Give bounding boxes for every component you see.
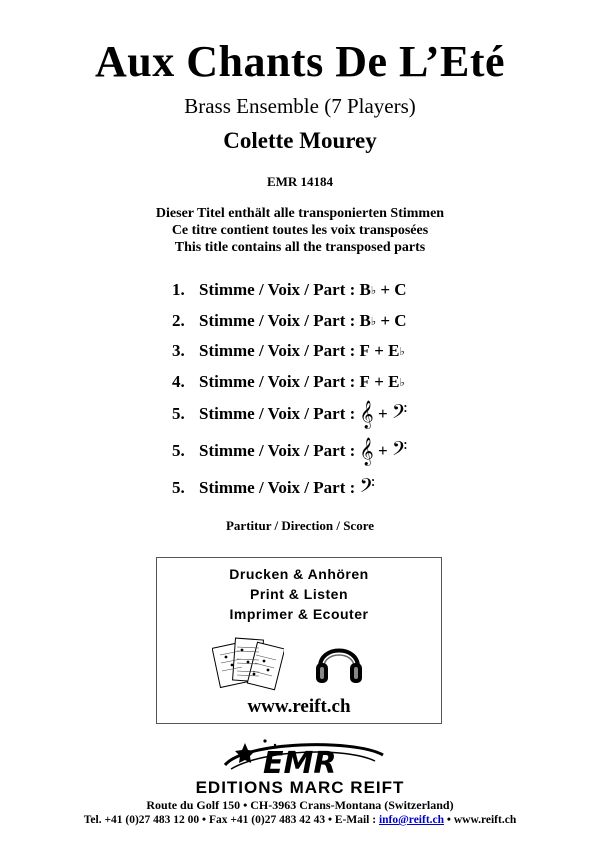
part-number: 1.: [172, 280, 185, 299]
bass-clef-icon: 𝄢: [391, 400, 408, 428]
part-key: C: [394, 311, 407, 330]
part-key: B: [359, 280, 371, 299]
email-label: E-Mail :: [334, 814, 377, 826]
print-listen-en: Print & Listen: [249, 586, 348, 602]
transposed-note-fr: Ce titre contient toutes les voix transposées: [171, 223, 429, 238]
part-row-3: [172, 339, 405, 363]
plus-sign: +: [374, 372, 384, 391]
composer-name: Colette Mourey: [223, 128, 377, 153]
plus-sign: +: [374, 341, 384, 360]
bullet: •: [202, 814, 207, 826]
flat-sign: ♭: [399, 344, 405, 358]
bass-clef-icon: 𝄢: [391, 437, 408, 465]
subtitle: Brass Ensemble (7 Players): [184, 94, 416, 118]
part-key: F: [359, 341, 370, 360]
bass-clef-icon: 𝄢: [359, 474, 375, 502]
email-link[interactable]: info@reift.ch: [378, 814, 445, 826]
print-listen-fr: Imprimer & Ecouter: [229, 606, 369, 622]
publisher-name: EDITIONS MARC REIFT: [195, 778, 405, 797]
treble-clef-icon: 𝄞: [359, 400, 374, 428]
part-key: C: [394, 280, 407, 299]
transposed-note-en: This title contains all the transposed parts: [174, 240, 426, 255]
plus-sign: +: [377, 404, 388, 423]
plus-sign: +: [380, 311, 391, 330]
part-label: Stimme / Voix / Part :: [199, 441, 356, 460]
logo-text: EMR: [263, 746, 337, 781]
part-row-5: [172, 402, 407, 426]
bullet: •: [446, 814, 451, 826]
print-listen-de: Drucken & Anhören: [229, 566, 369, 582]
part-number: 5.: [172, 478, 185, 497]
sheet-music-icon: [212, 635, 284, 691]
plus-sign: +: [380, 280, 391, 299]
part-label: Stimme / Voix / Part :: [199, 311, 356, 330]
part-row-1: [172, 278, 407, 302]
part-number: 2.: [172, 311, 185, 330]
headphones-icon: [312, 635, 366, 689]
flat-sign: ♭: [370, 283, 377, 297]
part-row-4: [172, 370, 405, 394]
bullet: •: [327, 814, 332, 826]
score-label: Partitur / Direction / Score: [225, 518, 375, 533]
print-box-website: www.reift.ch: [247, 696, 351, 717]
flat-sign: ♭: [370, 314, 377, 328]
footer-website[interactable]: www.reift.ch: [453, 814, 517, 826]
page-title: Aux Chants De L’Eté: [94, 37, 506, 86]
part-row-7: [172, 476, 375, 500]
fax-number: Fax +41 (0)27 483 42 43: [208, 814, 326, 826]
phone-number: Tel. +41 (0)27 483 12 00: [83, 814, 200, 826]
part-row-6: [172, 439, 407, 463]
catalog-code: EMR 14184: [266, 174, 334, 189]
print-listen-box: [156, 557, 442, 724]
flat-sign: ♭: [399, 375, 405, 389]
part-key: E: [388, 341, 400, 360]
part-number: 5.: [172, 404, 185, 423]
transposed-note-de: Dieser Titel enthält alle transponierten Stimmen: [155, 206, 445, 221]
part-label: Stimme / Voix / Part :: [199, 280, 356, 299]
publisher-contact: [0, 814, 600, 826]
part-key: B: [359, 311, 371, 330]
part-label: Stimme / Voix / Part :: [199, 341, 356, 360]
part-label: Stimme / Voix / Part :: [199, 372, 356, 391]
part-number: 4.: [172, 372, 185, 391]
publisher-address: Route du Golf 150 • CH-3963 Crans-Montana (Switzerland): [146, 798, 454, 812]
part-key: F: [359, 372, 370, 391]
plus-sign: +: [377, 441, 388, 460]
part-label: Stimme / Voix / Part :: [199, 404, 356, 423]
treble-clef-icon: 𝄞: [359, 437, 374, 465]
part-number: 5.: [172, 441, 185, 460]
part-row-2: [172, 309, 407, 333]
part-key: E: [388, 372, 400, 391]
part-number: 3.: [172, 341, 185, 360]
part-label: Stimme / Voix / Part :: [199, 478, 356, 497]
